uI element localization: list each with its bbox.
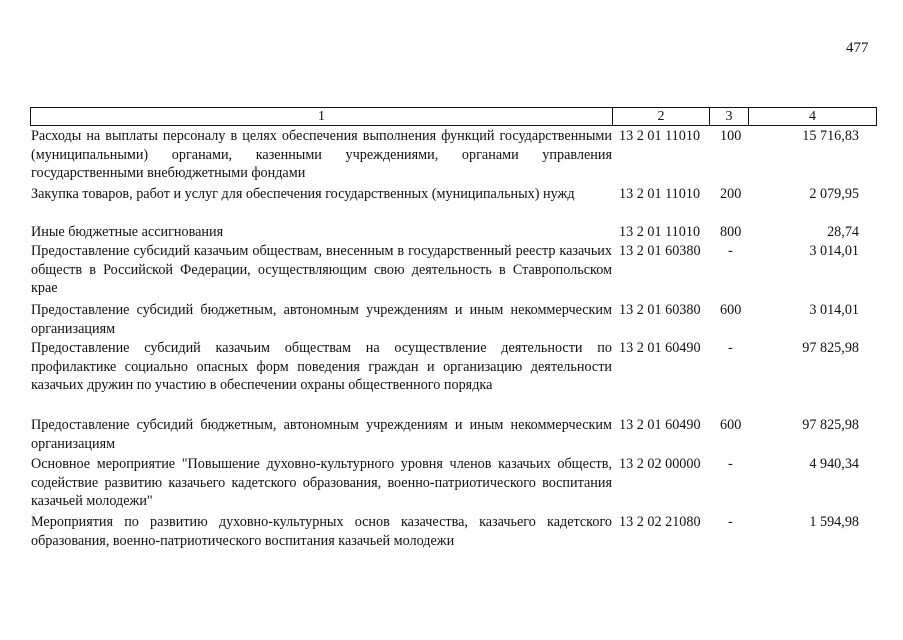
row-name: Мероприятия по развитию духовно-культурных основ казачества, казачьего кадетского образования, военно-патриотического воспитания казачьей молодежи [31, 514, 612, 549]
row-amount: 3 014,01 [809, 243, 859, 259]
header-col-3: 3 [710, 108, 749, 126]
row-name: Основное мероприятие "Повышение духовно-культурного уровня членов казачьих обществ, содействие развитию казачьего кадетского образования, военно-патриотического воспитания казачьей молодежи" [31, 456, 612, 509]
row-amount: 15 716,83 [802, 128, 859, 144]
row-name: Предоставление субсидий казачьим обществам, внесенным в государственный реестр казачьих обществ в Российской Федерации, осуществляющим свою деятельность в Ставропольском крае [31, 243, 612, 296]
row-code: 13 2 01 60380 [619, 243, 701, 259]
row-vr: - [728, 243, 733, 259]
row-code: 13 2 02 21080 [619, 514, 701, 530]
row-amount: 2 079,95 [809, 186, 859, 202]
row-amount: 97 825,98 [802, 417, 859, 433]
row-code: 13 2 01 60490 [619, 340, 701, 356]
row-vr: - [728, 514, 733, 530]
header-col-2: 2 [613, 108, 710, 126]
row-name: Предоставление субсидий бюджетным, автономным учреждениям и иным некоммерческим организациям [31, 417, 612, 452]
row-vr: 600 [720, 302, 742, 318]
row-code: 13 2 02 00000 [619, 456, 701, 472]
row-vr: 100 [720, 128, 742, 144]
row-name: Предоставление субсидий казачьим обществам на осуществление деятельности по профилактике социально опасных форм поведения граждан и организацию деятельности казачьих дружин по участию в обеспечении охраны общественного порядка [31, 340, 612, 393]
row-amount: 1 594,98 [809, 514, 859, 530]
row-vr: 600 [720, 417, 742, 433]
row-code: 13 2 01 60380 [619, 302, 701, 318]
row-name: Предоставление субсидий бюджетным, автономным учреждениям и иным некоммерческим организациям [31, 302, 612, 337]
row-code: 13 2 01 11010 [619, 186, 701, 202]
row-name: Иные бюджетные ассигнования [31, 224, 224, 240]
row-code: 13 2 01 11010 [619, 128, 701, 144]
row-amount: 3 014,01 [809, 302, 859, 318]
row-amount: 4 940,34 [809, 456, 859, 472]
row-code: 13 2 01 11010 [619, 224, 701, 240]
header-col-1: 1 [31, 108, 613, 126]
row-vr: - [728, 456, 733, 472]
row-name: Закупка товаров, работ и услуг для обеспечения государственных (муниципальных) нужд [31, 186, 575, 202]
row-name: Расходы на выплаты персоналу в целях обеспечения выполнения функций государственными (муниципальными) органами, казенными учреждениями, органами управления государственными внебюджетными фондами [31, 128, 612, 181]
row-amount: 97 825,98 [802, 340, 859, 356]
row-vr: 200 [720, 186, 742, 202]
row-amount: 28,74 [827, 224, 859, 240]
row-vr: 800 [720, 224, 742, 240]
header-col-4: 4 [749, 108, 877, 126]
row-vr: - [728, 340, 733, 356]
page-number: 477 [846, 40, 869, 56]
row-code: 13 2 01 60490 [619, 417, 701, 433]
